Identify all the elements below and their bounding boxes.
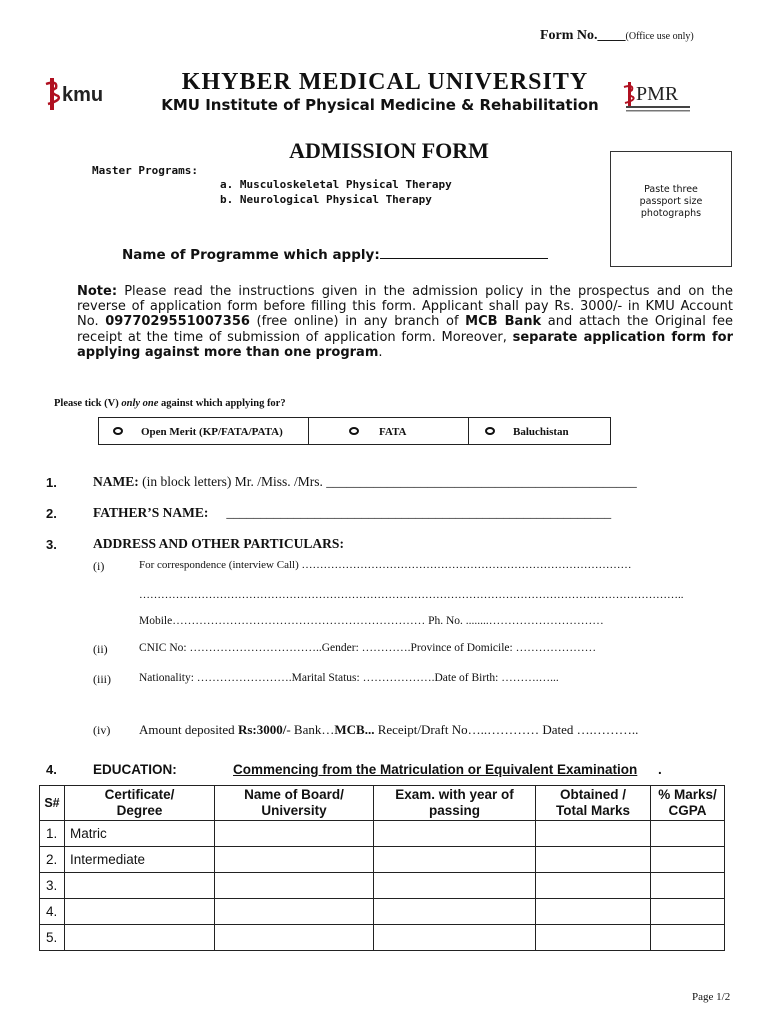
radio-icon[interactable]: [113, 427, 123, 435]
table-row: [40, 847, 725, 873]
roman-numeral: (i): [93, 559, 105, 573]
header-cgpa: % Marks/ CGPA: [651, 786, 725, 821]
note-text: Please read the instructions given in the admission policy in the prospectus and on the reverse of application form before filling this form. Applicant shall pay Rs. 3000/- in KMU Account No.: [77, 284, 733, 330]
note-text: and attach the Original fee receipt at the time of submission of application form. Moreover,: [77, 314, 733, 345]
item-number: 1.: [46, 475, 57, 490]
cell-exam-year[interactable]: [374, 925, 536, 951]
nationality-status-dob-field[interactable]: Nationality: …………………….Marital Status: ……………….Date of Birth: ……….…...: [139, 672, 559, 684]
roman-numeral: (iii): [93, 672, 111, 686]
institute-title: KMU Institute of Physical Medicine & Rehabilitation: [161, 96, 599, 114]
photo-box-line: Paste three: [644, 184, 698, 195]
program-item: a. Musculoskeletal Physical Therapy: [220, 178, 452, 191]
university-title: KHYBER MEDICAL UNIVERSITY: [181, 69, 589, 95]
mobile-phone-field[interactable]: Mobile………………………………………………………… Ph. No. ........…………………………: [139, 615, 604, 627]
cell-exam-year[interactable]: [374, 899, 536, 925]
row-number: 2.: [40, 847, 65, 873]
tick-text: Please tick (V): [54, 398, 122, 409]
cell-cgpa[interactable]: [651, 899, 725, 925]
item-number: 3.: [46, 537, 57, 552]
option-baluchistan[interactable]: [469, 418, 610, 444]
programme-apply-field[interactable]: [380, 246, 548, 259]
education-subtitle: [233, 762, 637, 777]
option-label: Baluchistan: [513, 426, 569, 438]
father-name-line: _________________________________________________________: [226, 505, 612, 520]
father-name-label: FATHER’S NAME:: [93, 505, 209, 520]
tick-instruction: [54, 398, 286, 409]
note-bold-end: separate application form for applying against more than one program: [77, 329, 733, 360]
father-name-field[interactable]: [93, 505, 611, 521]
svg-text:kmu: kmu: [62, 84, 104, 106]
tick-text: against which applying for?: [158, 398, 286, 409]
photo-box-line: photographs: [640, 208, 702, 219]
page-number: Page 1/2: [692, 991, 731, 1003]
cell-cgpa[interactable]: [651, 821, 725, 847]
education-subtitle-text: Commencing from the Matriculation or Equivalent Examination: [233, 762, 638, 777]
cell-exam-year[interactable]: [374, 847, 536, 873]
cell-marks[interactable]: [536, 873, 651, 899]
form-number: [540, 28, 694, 44]
program-item: b. Neurological Physical Therapy: [220, 193, 432, 206]
name-label: NAME:: [93, 474, 139, 489]
table-row: [40, 873, 725, 899]
header-sn: S#: [40, 786, 65, 821]
cell-marks[interactable]: [536, 847, 651, 873]
radio-icon[interactable]: [349, 427, 359, 435]
row-number: 5.: [40, 925, 65, 951]
cell-board[interactable]: [215, 873, 374, 899]
tick-text-italic: only one: [121, 398, 159, 409]
cell-cgpa[interactable]: [651, 873, 725, 899]
amount-value: Rs:3000/: [237, 722, 287, 737]
correspondence-field-line2[interactable]: …………………………………………………………………………………………………………………………………..: [139, 589, 684, 601]
header-marks: Obtained / Total Marks: [536, 786, 651, 821]
education-subtitle-period: .: [658, 762, 662, 777]
cell-marks[interactable]: [536, 925, 651, 951]
table-row: [40, 821, 725, 847]
amount-text: - Bank…: [286, 722, 335, 737]
form-number-label: Form No.____: [540, 28, 626, 43]
cell-certificate[interactable]: Intermediate: [65, 847, 215, 873]
note-text: .: [378, 344, 383, 360]
programme-apply: [122, 246, 548, 263]
option-label: FATA: [379, 426, 407, 438]
option-open-merit[interactable]: [99, 418, 309, 444]
address-heading: ADDRESS AND OTHER PARTICULARS:: [93, 536, 344, 551]
photo-box-line: passport size: [639, 196, 703, 207]
cell-board[interactable]: [215, 847, 374, 873]
programme-apply-label: Name of Programme which apply:: [122, 247, 380, 263]
form-title: ADMISSION FORM: [289, 138, 489, 163]
correspondence-field[interactable]: For correspondence (interview Call) ………………………………………………………………………………: [139, 559, 632, 571]
header-exam-year: Exam. with year of passing: [374, 786, 536, 821]
cell-board[interactable]: [215, 821, 374, 847]
cell-exam-year[interactable]: [374, 873, 536, 899]
address-label: [93, 536, 344, 552]
amount-bank: MCB...: [334, 722, 375, 737]
master-programs-label: Master Programs:: [92, 164, 198, 177]
amount-text: Amount deposited: [139, 722, 238, 737]
cell-certificate[interactable]: [65, 873, 215, 899]
cell-certificate[interactable]: [65, 899, 215, 925]
cell-certificate[interactable]: Matric: [65, 821, 215, 847]
photo-box[interactable]: [610, 151, 732, 267]
cell-exam-year[interactable]: [374, 821, 536, 847]
cell-cgpa[interactable]: [651, 925, 725, 951]
item-number: 4.: [46, 762, 57, 777]
cell-cgpa[interactable]: [651, 847, 725, 873]
cnic-gender-domicile-field[interactable]: CNIC No: ……………………………..Gender: ………….Province of Domicile: …………………: [139, 642, 597, 654]
education-title: EDUCATION:: [93, 762, 177, 777]
header-certificate: Certificate/ Degree: [65, 786, 215, 821]
option-fata[interactable]: [309, 418, 469, 444]
cell-marks[interactable]: [536, 899, 651, 925]
row-number: 4.: [40, 899, 65, 925]
roman-numeral: (iv): [93, 723, 111, 737]
item-number: 2.: [46, 506, 57, 521]
table-header-row: [40, 786, 725, 821]
name-field[interactable]: [93, 474, 637, 490]
name-line: (in block letters) Mr. /Miss. /Mrs. ______________________________________________: [138, 474, 637, 489]
note-text: (free online) in any branch of: [249, 314, 466, 330]
header-board: Name of Board/ University: [215, 786, 374, 821]
row-number: 1.: [40, 821, 65, 847]
education-table: [39, 785, 725, 951]
cell-board[interactable]: [215, 899, 374, 925]
amount-deposited-field[interactable]: [139, 722, 638, 738]
cell-board[interactable]: [215, 925, 374, 951]
svg-text:PMR: PMR: [636, 83, 679, 105]
bank-name: MCB Bank: [465, 314, 542, 330]
option-label: Open Merit (KP/FATA/PATA): [141, 426, 283, 438]
amount-text: Receipt/Draft No…..………… Dated ….………..: [374, 722, 639, 737]
table-row: [40, 925, 725, 951]
row-number: 3.: [40, 873, 65, 899]
note-paragraph: [77, 284, 733, 360]
account-number: 0977029551007356: [105, 314, 250, 330]
table-row: [40, 899, 725, 925]
note-prefix: Note:: [77, 284, 118, 299]
radio-icon[interactable]: [485, 427, 495, 435]
quota-options: [98, 417, 611, 445]
office-use-note: (Office use only): [625, 31, 694, 42]
cell-marks[interactable]: [536, 821, 651, 847]
cell-certificate[interactable]: [65, 925, 215, 951]
roman-numeral: (ii): [93, 642, 108, 656]
